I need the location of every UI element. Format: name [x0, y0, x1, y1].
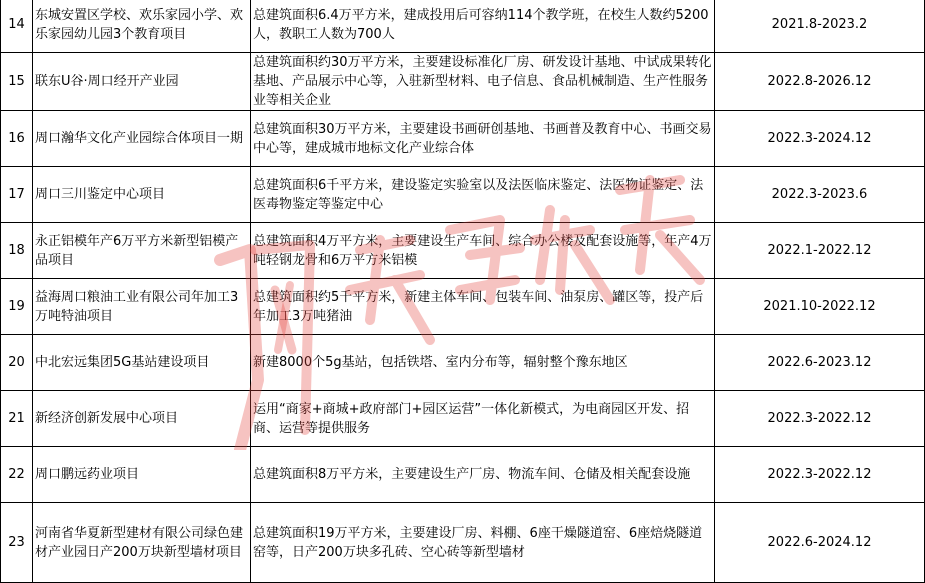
project-name: 永正铝模年产6万平方米新型铝模产品项目	[33, 223, 251, 279]
project-period: 2021.10-2022.12	[715, 279, 925, 335]
row-number: 14	[1, 0, 33, 53]
project-name: 新经济创新发展中心项目	[33, 391, 251, 447]
project-description: 总建筑面积30万平方米，主要建设书画研创基地、书画普及教育中心、书画交易中心等，建成城市地标文化产业综合体	[251, 111, 715, 167]
row-number: 22	[1, 447, 33, 503]
project-description: 总建筑面积6.4万平方米，建成投用后可容纳114个教学班，在校生人数约5200人，教职工人数为700人	[251, 0, 715, 53]
project-description: 新建8000个5g基站，包括铁塔、室内分布等，辐射整个豫东地区	[251, 335, 715, 391]
project-name: 益海周口粮油工业有限公司年加工3万吨特油项目	[33, 279, 251, 335]
table-row	[1, 0, 925, 53]
table-row	[1, 391, 925, 447]
table-row	[1, 447, 925, 503]
project-period: 2021.8-2023.2	[715, 0, 925, 53]
project-description: 运用“商家+商城+政府部门+园区运营”一体化新模式，为电商园区开发、招商、运营等提供服务	[251, 391, 715, 447]
project-name: 东城安置区学校、欢乐家园小学、欢乐家园幼儿园3个教育项目	[33, 0, 251, 53]
project-name: 河南省华夏新型建材有限公司绿色建材产业园日产200万块新型墙材项目	[33, 503, 251, 583]
project-name: 周口鹏远药业项目	[33, 447, 251, 503]
project-period: 2022.1-2022.12	[715, 223, 925, 279]
table-row	[1, 223, 925, 279]
project-description: 总建筑面积约5千平方米，新建主体车间、包装车间、油泵房、罐区等，投产后年加工3万吨猪油	[251, 279, 715, 335]
project-description: 总建筑面积6千平方米，建设鉴定实验室以及法医临床鉴定、法医物证鉴定、法医毒物鉴定等鉴定中心	[251, 167, 715, 223]
row-number: 19	[1, 279, 33, 335]
table-row	[1, 279, 925, 335]
row-number: 15	[1, 53, 33, 111]
table-row	[1, 167, 925, 223]
project-name: 联东U谷·周口经开产业园	[33, 53, 251, 111]
project-period: 2022.3-2023.6	[715, 167, 925, 223]
project-description: 总建筑面积4万平方米，主要建设生产车间、综合办公楼及配套设施等，年产4万吨轻钢龙骨和6万平方米铝模	[251, 223, 715, 279]
project-description: 总建筑面积19万平方米，主要建设厂房、料棚、6座干燥隧道窑、6座焙烧隧道窑等，日产200万块多孔砖、空心砖等新型墙材	[251, 503, 715, 583]
project-name: 中北宏远集团5G基站建设项目	[33, 335, 251, 391]
project-period: 2022.3-2022.12	[715, 391, 925, 447]
row-number: 17	[1, 167, 33, 223]
project-name: 周口三川鉴定中心项目	[33, 167, 251, 223]
project-name: 周口瀚华文化产业园综合体项目一期	[33, 111, 251, 167]
project-period: 2022.3-2022.12	[715, 447, 925, 503]
row-number: 20	[1, 335, 33, 391]
row-number: 16	[1, 111, 33, 167]
table-row	[1, 111, 925, 167]
row-number: 23	[1, 503, 33, 583]
project-description: 总建筑面积8万平方米，主要建设生产厂房、物流车间、仓储及相关配套设施	[251, 447, 715, 503]
project-period: 2022.8-2026.12	[715, 53, 925, 111]
project-description: 总建筑面积约30万平方米，主要建设标准化厂房、研发设计基地、中试成果转化基地、产品展示中心等，入驻新型材料、电子信息、食品机械制造、生产性服务业等相关企业	[251, 53, 715, 111]
project-period: 2022.6-2023.12	[715, 335, 925, 391]
table-row	[1, 335, 925, 391]
table-row	[1, 53, 925, 111]
project-period: 2022.3-2024.12	[715, 111, 925, 167]
row-number: 21	[1, 391, 33, 447]
project-period: 2022.6-2024.12	[715, 503, 925, 583]
row-number: 18	[1, 223, 33, 279]
